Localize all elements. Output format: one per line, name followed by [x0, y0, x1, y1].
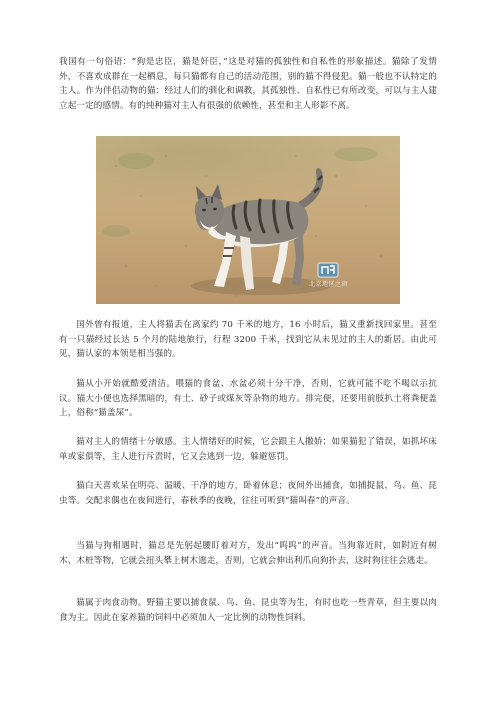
watermark-label: 北京地区之窗 [308, 281, 348, 288]
paragraph-2: 国外曾有报道，主人将猫丢在离家约 70 千米的地方，16 小时后，猫又重新找回家里。甚至有一只猫经过长达 5 个月的陆地旅行，行程 3200 千米，找到它从未见过的主人的新居。由此可见，猫认家的本领是相当强的。 [59, 320, 437, 360]
watermark-logo [309, 262, 348, 288]
watermark-icon [317, 262, 339, 278]
cat-photo [96, 136, 400, 304]
paragraph-6: 当猫与狗相遇时，猫总是先躬起腰盯着对方，发出“呜呜”的声音。当狗靠近时，如附近有树木、木桩等物，它就会扭头攀上树木逃走，否则，它就会伸出利爪向狗扑去，这时狗往往会逃走。 [59, 541, 437, 566]
paragraph-4: 猫对主人的情绪十分敏感。主人情绪好的时候，它会跟主人撒娇；如果猫犯了错误，如抓坏床单或家俱等，主人进行斥责时，它又会逃到一边，躲避惩罚。 [59, 437, 437, 462]
paragraph-3: 猫从小开始就酷爱清洁。喂猫的食盆、水盆必须十分干净，否则，它就可能不吃不喝以示抗议。猫大小便也选择黑暗的，有土、砂子或煤灰等杂物的地方。排完便，还要用前肢扒土将粪便盖上，俗称“猫盖屎”。 [59, 379, 437, 419]
paragraph-7: 猫属于肉食动物。野猫主要以捕食鼠、鸟、鱼、昆虫等为生，有时也吃一些青草，但主要以肉食为主。因此在家养猫的饲料中必须加入一定比例的动物性饲料。 [59, 598, 437, 623]
paragraph-5: 猫白天喜欢呆在明亮、温暖、干净的地方，卧着休息；夜间外出捕食，如捕捉鼠、鸟、鱼、昆虫等。交配求偶也在夜间进行，春秋季的夜晚，往往可听到“猫叫春”的声音。 [59, 481, 437, 506]
paragraph-1: 我国有一句俗语：“狗是忠臣，猫是奸臣，”这是对猫的孤独性和自私性的形象描述。猫除了发情外，不喜欢成群在一起栖息，每只猫都有自己的活动范围，别的猫不得侵犯。猫一般也不认特定的主人。作为伴侣动物的猫：经过人们的驯化和调教，其孤独性、自私性已有所改变，可以与主人建立起一定的感情。有的纯种猫对主人有很强的依赖性，甚至和主人形影不离。 [59, 57, 437, 112]
